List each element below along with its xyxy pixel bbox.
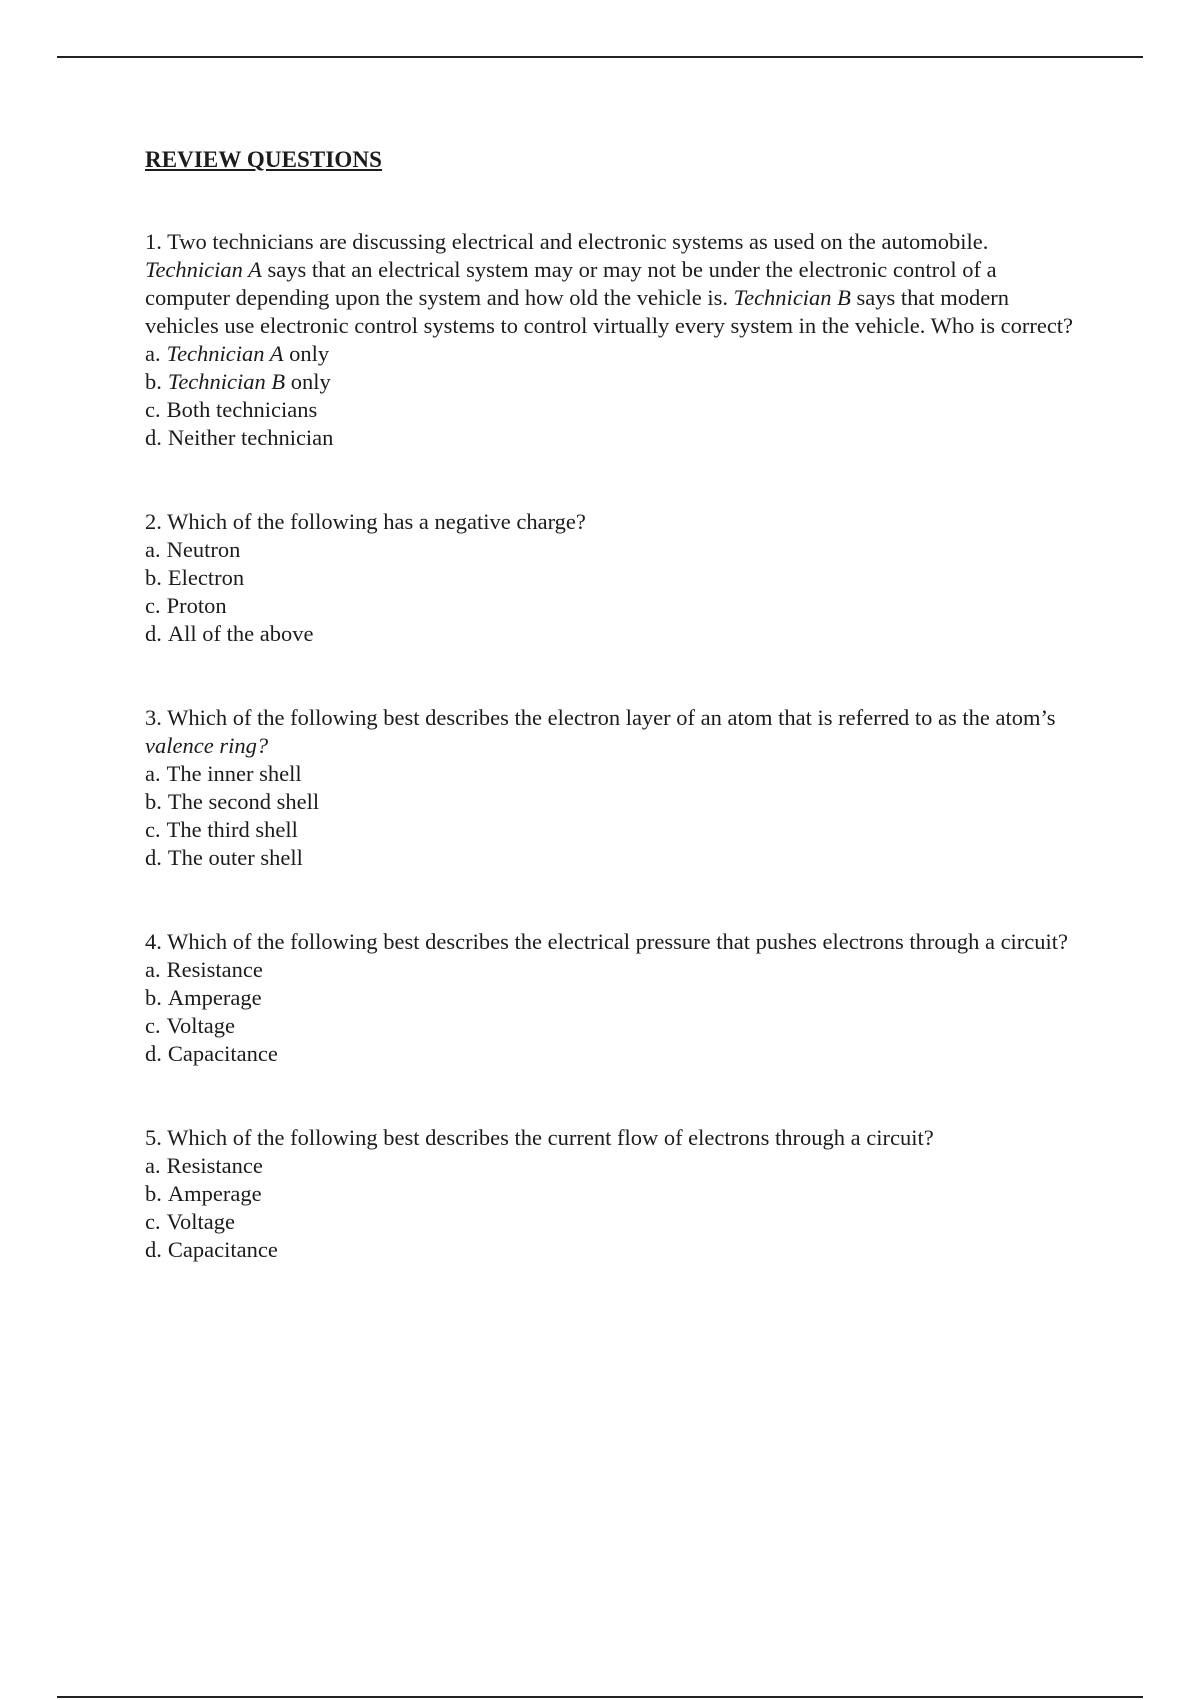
- answer-option: [145, 564, 1080, 592]
- answer-option: [145, 1208, 1080, 1236]
- answer-option: [145, 592, 1080, 620]
- text-run: The inner shell: [166, 761, 302, 786]
- question-stem: [145, 228, 1080, 340]
- option-letter: a.: [145, 957, 161, 982]
- answer-option: [145, 760, 1080, 788]
- question-list: [145, 228, 1080, 1264]
- text-run: Which of the following best describes the current flow of electrons through a circuit?: [167, 1125, 934, 1150]
- text-run: only: [283, 341, 330, 366]
- option-letter: c.: [145, 397, 161, 422]
- question-item: [145, 1124, 1080, 1264]
- answer-option: [145, 956, 1080, 984]
- answer-option: [145, 816, 1080, 844]
- option-letter: b.: [145, 565, 162, 590]
- question-stem: [145, 704, 1080, 760]
- answer-option: [145, 368, 1080, 396]
- answer-option: [145, 424, 1080, 452]
- italic-text: Technician B: [167, 369, 286, 394]
- option-letter: c.: [145, 593, 161, 618]
- text-run: Resistance: [166, 957, 263, 982]
- question-number: 3.: [145, 705, 162, 730]
- question-number: 5.: [145, 1125, 162, 1150]
- option-letter: b.: [145, 789, 162, 814]
- option-letter: c.: [145, 1013, 161, 1038]
- answer-option: [145, 844, 1080, 872]
- answer-option: [145, 1012, 1080, 1040]
- text-run: says that an electrical system may or may not be under the electronic control of a computer depending upon the system and how old the vehicle is.: [145, 257, 997, 310]
- italic-text: valence ring?: [145, 733, 269, 758]
- answer-option: [145, 536, 1080, 564]
- document-body: [145, 140, 1080, 1320]
- question-item: [145, 704, 1080, 872]
- page-title: REVIEW QUESTIONS: [145, 147, 383, 172]
- text-run: Both technicians: [166, 397, 318, 422]
- option-letter: a.: [145, 341, 161, 366]
- text-run: Which of the following best describes the electrical pressure that pushes electrons through a circuit?: [167, 929, 1069, 954]
- text-run: Amperage: [167, 1181, 262, 1206]
- question-stem: [145, 508, 1080, 536]
- question-item: [145, 508, 1080, 648]
- answer-option: [145, 1040, 1080, 1068]
- question-number: 2.: [145, 509, 162, 534]
- option-letter: c.: [145, 817, 161, 842]
- question-stem: [145, 1124, 1080, 1152]
- option-letter: a.: [145, 1153, 161, 1178]
- text-run: Capacitance: [167, 1041, 278, 1066]
- text-run: Neutron: [166, 537, 241, 562]
- answer-option: [145, 620, 1080, 648]
- question-number: 4.: [145, 929, 162, 954]
- top-page-rule: [57, 56, 1143, 58]
- text-run: only: [285, 369, 331, 394]
- option-letter: b.: [145, 369, 162, 394]
- text-run: Voltage: [166, 1013, 235, 1038]
- option-letter: b.: [145, 985, 162, 1010]
- text-run: Electron: [167, 565, 245, 590]
- answer-option: [145, 340, 1080, 368]
- text-run: Capacitance: [167, 1237, 278, 1262]
- text-run: Neither technician: [167, 425, 334, 450]
- answer-option: [145, 1236, 1080, 1264]
- text-run: Amperage: [167, 985, 262, 1010]
- option-letter: d.: [145, 425, 162, 450]
- question-item: [145, 228, 1080, 452]
- text-run: Two technicians are discussing electrical and electronic systems as used on the automobile.: [167, 229, 989, 254]
- question-stem: [145, 928, 1080, 956]
- text-run: The second shell: [167, 789, 320, 814]
- option-letter: c.: [145, 1209, 161, 1234]
- option-letter: a.: [145, 537, 161, 562]
- option-letter: d.: [145, 621, 162, 646]
- option-letter: d.: [145, 845, 162, 870]
- text-run: All of the above: [167, 621, 314, 646]
- option-letter: d.: [145, 1041, 162, 1066]
- italic-text: Technician A: [145, 257, 262, 282]
- text-run: The outer shell: [167, 845, 303, 870]
- option-letter: a.: [145, 761, 161, 786]
- option-letter: d.: [145, 1237, 162, 1262]
- italic-text: Technician B: [733, 285, 851, 310]
- text-run: says that modern vehicles use electronic control systems to control virtually every system in the vehicle. Who is correct?: [145, 285, 1074, 338]
- bottom-page-rule: [57, 1696, 1143, 1698]
- answer-option: [145, 396, 1080, 424]
- question-number: 1.: [145, 229, 162, 254]
- answer-option: [145, 984, 1080, 1012]
- question-item: [145, 928, 1080, 1068]
- text-run: Proton: [166, 593, 227, 618]
- text-run: Which of the following has a negative charge?: [167, 509, 586, 534]
- answer-option: [145, 788, 1080, 816]
- text-run: Which of the following best describes the electron layer of an atom that is referred to as the atom’s: [167, 705, 1056, 730]
- text-run: Resistance: [166, 1153, 263, 1178]
- text-run: The third shell: [166, 817, 298, 842]
- answer-option: [145, 1152, 1080, 1180]
- italic-text: Technician A: [166, 341, 284, 366]
- option-letter: b.: [145, 1181, 162, 1206]
- text-run: Voltage: [166, 1209, 235, 1234]
- answer-option: [145, 1180, 1080, 1208]
